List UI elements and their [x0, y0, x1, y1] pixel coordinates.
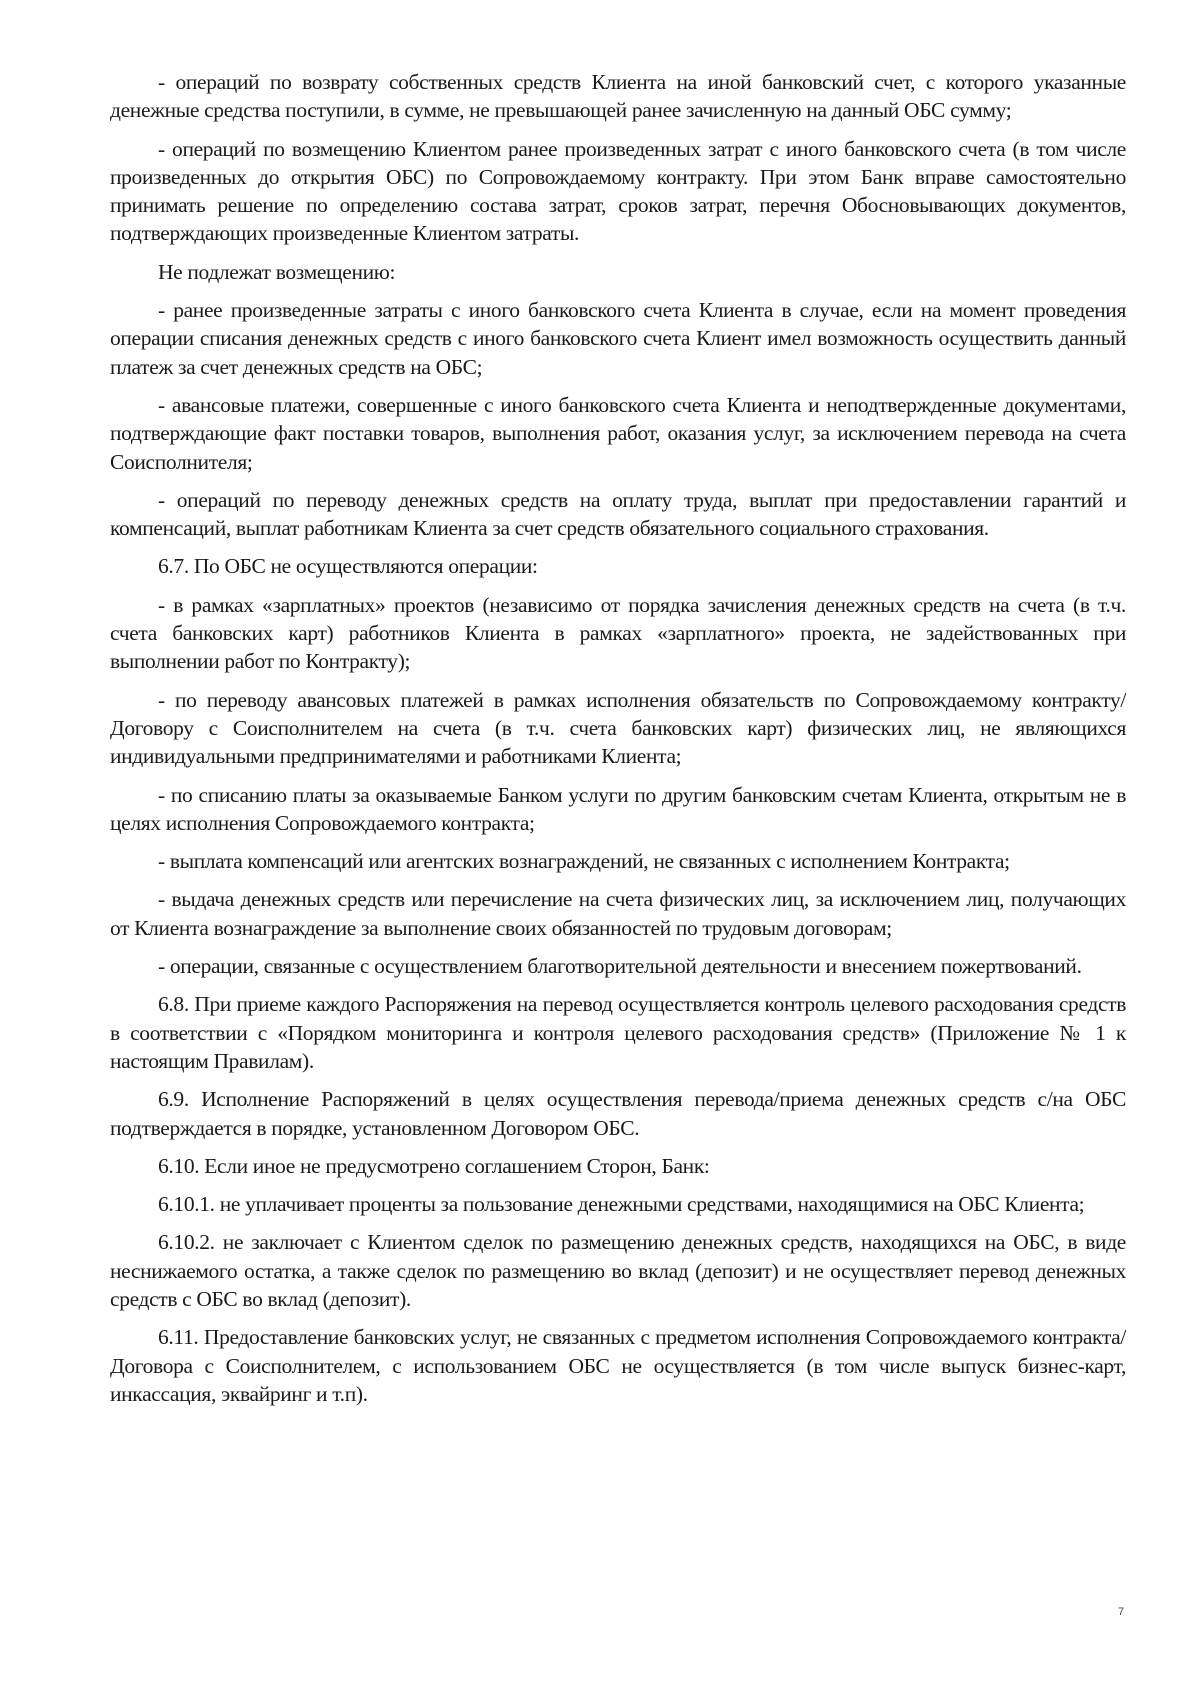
paragraph-salary-projects: - в рамках «зарплатных» проектов (независимо от порядка зачисления денежных средств на счета (в т.ч. счета банковских карт) работников Клиента в рамках «зарплатного» проекта, не задействованных при выполнении работ по Контракту);	[110, 592, 1126, 674]
paragraph-advance-transfers: - по переводу авансовых платежей в рамках исполнения обязательств по Сопровождаемому контракту/Договору с Соисполнителем на счета (в т.ч. счета банковских карт) физических лиц, не являющихся индивидуальными предпринимателями и работниками Клиента;	[110, 687, 1126, 769]
section-6-10-2: 6.10.2. не заключает с Клиентом сделок по размещению денежных средств, находящихся на ОБС, в виде неснижаемого остатка, а также сделок по размещению во вклад (депозит) и не осуществляет перевод денежных средств с ОБС во вклад (депозит).	[110, 1230, 1126, 1311]
section-6-11: 6.11. Предоставление банковских услуг, не связанных с предметом исполнения Сопровождаемого контракта/Договора с Соисполнителем, с использованием ОБС не осуществляется (в том числе выпуск бизнес-карт, инкассация, эквайринг и т.п).	[110, 1325, 1126, 1406]
paragraph-compensation-payments: - выплата компенсаций или агентских вознаграждений, не связанных с исполнением Контракта;	[158, 849, 1010, 874]
section-6-10-1: 6.10.1. не уплачивает проценты за пользование денежными средствами, находящимися на ОБС Клиента;	[158, 1192, 1085, 1217]
section-6-10: 6.10. Если иное не предусмотрено соглашением Сторон, Банк:	[158, 1153, 710, 1178]
section-6-9: 6.9. Исполнение Распоряжений в целях осуществления перевода/приема денежных средств с/на ОБС подтверждается в порядке, установленном Договором ОБС.	[110, 1087, 1126, 1140]
paragraph-cash-issuance: - выдача денежных средств или перечисление на счета физических лиц, за исключением лиц, получающих от Клиента вознаграждение за выполнение своих обязанностей по трудовым договорам;	[110, 887, 1126, 940]
paragraph-advance-payments: - авансовые платежи, совершенные с иного банковского счета Клиента и неподтвержденные документами, подтверждающие факт поставки товаров, выполнения работ, оказания услуг, за исключением перевода на счета Соисполнителя;	[110, 392, 1126, 474]
page-number: 7	[1118, 1606, 1125, 1618]
paragraph-bank-fees: - по списанию платы за оказываемые Банком услуги по другим банковским счетам Клиента, открытым не в целях исполнения Сопровождаемого контракта;	[110, 782, 1126, 835]
paragraph-refund-own-funds: - операций по возврату собственных средств Клиента на иной банковский счет, с которого указанные денежные средства поступили, в сумме, не превышающей ранее зачисленную на данный ОБС сумму;	[110, 70, 1126, 123]
paragraph-charity: - операции, связанные с осуществлением благотворительной деятельности и внесением пожертвований.	[158, 954, 1082, 979]
paragraph-labor-payments: - операций по переводу денежных средств на оплату труда, выплат при предоставлении гарантий и компенсаций, выплат работникам Клиента за счет средств обязательного социального страхования.	[110, 487, 1126, 541]
document-page	[110, 68, 1126, 1418]
paragraph-reimbursement-costs: - операций по возмещению Клиентом ранее произведенных затрат с иного банковского счета (в том числе произведенных до открытия ОБС) по Сопровождаемому контракту. При этом Банк вправе самостоятельно принимать решение по определению состава затрат, сроков затрат, перечня Обосновывающих документов, подтверждающих произведенные Клиентом затраты.	[110, 136, 1126, 246]
paragraph-prior-costs: - ранее произведенные затраты с иного банковского счета Клиента в случае, если на момент проведения операции списания денежных средств с иного банковского счета Клиент имел возможность осуществить данный платеж за счет денежных средств на ОБС;	[110, 298, 1126, 379]
paragraph-not-reimbursable-heading: Не подлежат возмещению:	[158, 259, 396, 284]
section-6-8: 6.8. При приеме каждого Распоряжения на перевод осуществляется контроль целевого расходования средств в соответствии с «Порядком мониторинга и контроля целевого расходования средств» (Приложение № 1 к настоящим Правилам).	[110, 992, 1126, 1073]
section-6-7-heading: 6.7. По ОБС не осуществляются операции:	[158, 554, 538, 579]
